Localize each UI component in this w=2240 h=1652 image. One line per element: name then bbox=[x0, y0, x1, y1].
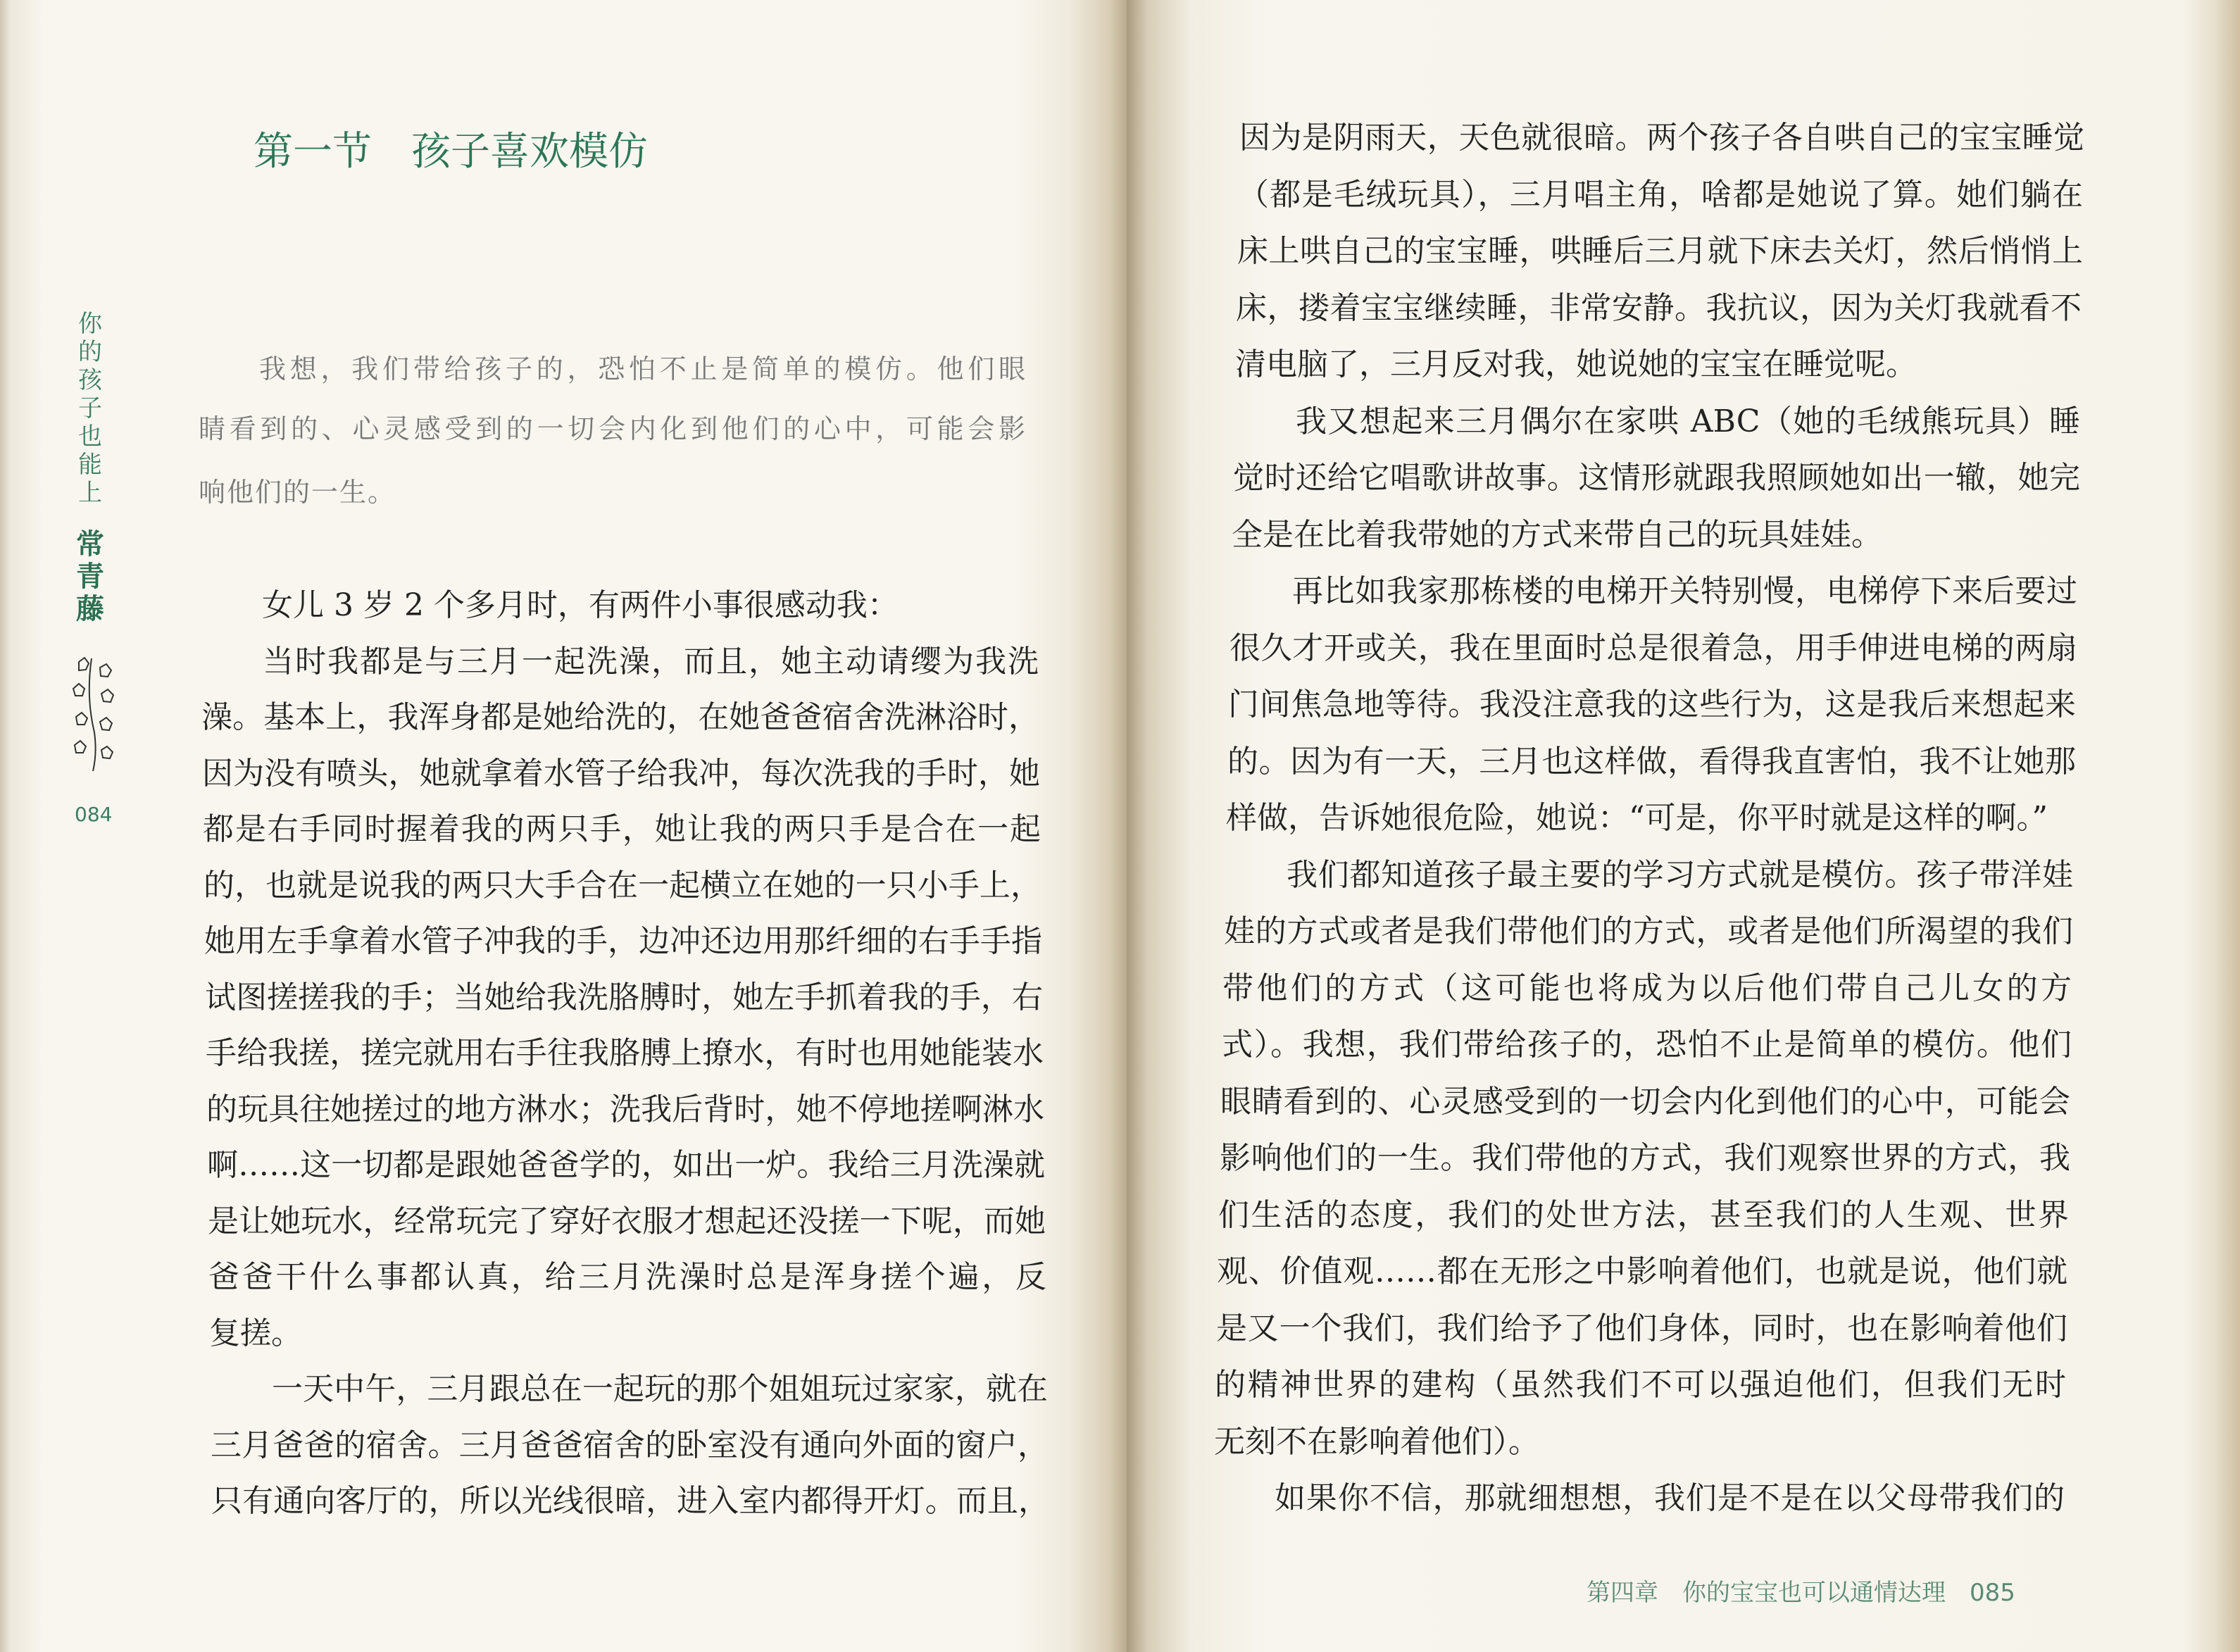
text-line: 很久才开或关，我在里面时总是很着急，用手伸进电梯的两扇 bbox=[1230, 630, 2077, 666]
text-line: 是让她玩水，经常玩完了穿好衣服才想起还没搓一下呢，而她 bbox=[208, 1203, 1046, 1239]
text-line: 试图搓搓我的手；当她给我洗胳膊时，她左手抓着我的手，右 bbox=[205, 980, 1043, 1015]
text-line: 的精神世界的建构（虽然我们不可以强迫他们，但我们无时 bbox=[1215, 1367, 2066, 1403]
text-line: 只有通向客厅的，所以光线很暗，进入室内都得开灯。而且， bbox=[211, 1483, 1049, 1519]
text-line: 眼睛看到的、心灵感受到的一切会内化到他们的心中，可能会 bbox=[1220, 1084, 2070, 1120]
text-line: 都是右手同时握着我的两只手，她让我的两只手是合在一起 bbox=[203, 811, 1041, 847]
text-line: 门间焦急地等待。我没注意我的这些行为，这是我后来想起来 bbox=[1228, 687, 2076, 722]
text-line: 手给我搓，搓完就用右手往我胳膊上撩水，有时也用她能装水 bbox=[206, 1035, 1044, 1071]
ivy-icon bbox=[65, 655, 121, 775]
text-line: 床，搂着宝宝继续睡，非常安静。我抗议，因为关灯我就看不 bbox=[1236, 290, 2082, 326]
running-footer: 第四章 你的宝宝也可以通情达理 085 bbox=[1587, 1579, 2015, 1607]
text-line: 是又一个我们，我们给予了他们身体，同时，也在影响着他们 bbox=[1216, 1310, 2067, 1346]
right-page bbox=[1127, 0, 2240, 1652]
text-line: 三月爸爸的宿舍。三月爸爸宿舍的卧室没有通向外面的窗户， bbox=[211, 1427, 1049, 1463]
text-line: 如果你不信，那就细想想，我们是不是在以父母带我们的 bbox=[1275, 1480, 2065, 1516]
text-line: 我们都知道孩子最主要的学习方式就是模仿。孩子带洋娃 bbox=[1287, 857, 2073, 893]
text-line: 因为是阴雨天，天色就很暗。两个孩子各自哄自己的宝宝睡觉 bbox=[1239, 120, 2084, 156]
section-title: 第一节 孩子喜欢模仿 bbox=[254, 129, 648, 175]
text-line: 女儿 3 岁 2 个多月时，有两件小事很感动我： bbox=[262, 587, 899, 623]
text-line: 的玩具往她搓过的地方淋水；洗我后背时，她不停地搓啊淋水 bbox=[206, 1091, 1044, 1127]
text-line: 啊……这一切都是跟她爸爸学的，如出一炉。我给三月洗澡就 bbox=[207, 1147, 1045, 1183]
text-line: 观、价值观……都在无形之中影响着他们，也就是说，他们就 bbox=[1217, 1253, 2067, 1289]
text-line: 一天中午，三月跟总在一起玩的那个姐姐玩过家家，就在 bbox=[272, 1371, 1048, 1407]
text-line: 们生活的态度，我们的处世方法，甚至我们的人生观、世界 bbox=[1218, 1197, 2069, 1233]
quote-line: 睛看到的、心灵感受到的一切会内化到他们的心中，可能会影 bbox=[199, 413, 1027, 444]
text-line: 的，也就是说我的两只大手合在一起横立在她的一只小手上， bbox=[204, 868, 1041, 903]
text-line: 当时我都是与三月一起洗澡，而且，她主动请缨为我洗 bbox=[263, 644, 1039, 680]
text-line: 因为没有喷头，她就拿着水管子给我冲，每次洗我的手时，她 bbox=[202, 756, 1040, 791]
text-line: 全是在比着我带她的方式来带自己的玩具娃娃。 bbox=[1232, 517, 1882, 553]
text-line: 样做，告诉她很危险，她说：“可是，你平时就是这样的啊。” bbox=[1226, 800, 2048, 836]
text-line: 的。因为有一天，三月也这样做，看得我直害怕，我不让她那 bbox=[1227, 744, 2076, 780]
text-line: 澡。基本上，我浑身都是她给洗的，在她爸爸宿舍洗淋浴时， bbox=[201, 699, 1039, 735]
text-line: 爸爸干什么事都认真，给三月洗澡时总是浑身搓个遍，反 bbox=[208, 1259, 1046, 1295]
quote-line: 响他们的一生。 bbox=[199, 477, 396, 508]
text-line: （都是毛绒玩具），三月唱主角，啥都是她说了算。她们躺在 bbox=[1238, 177, 2083, 213]
text-line: 再比如我家那栋楼的电梯开关特别慢，电梯停下来后要过 bbox=[1292, 573, 2077, 609]
text-line: 清电脑了，三月反对我，她说她的宝宝在睡觉呢。 bbox=[1235, 346, 1917, 382]
text-line: 床上哄自己的宝宝睡，哄睡后三月就下床去关灯，然后悄悄上 bbox=[1237, 233, 2083, 269]
text-line: 我又想起来三月偶尔在家哄 ABC（她的毛绒熊玩具）睡 bbox=[1296, 403, 2080, 439]
page-number: 084 bbox=[75, 803, 113, 826]
text-line: 觉时还给它唱歌讲故事。这情形就跟我照顾她如出一辙，她完 bbox=[1233, 460, 2080, 496]
text-line: 复搓。 bbox=[209, 1315, 302, 1351]
side-book-title-bold: 常 青 藤 bbox=[76, 528, 104, 625]
text-line: 影响他们的一生。我们带他的方式，我们观察世界的方式，我 bbox=[1220, 1140, 2070, 1176]
text-line: 无刻不在影响着他们）。 bbox=[1214, 1424, 1539, 1460]
side-book-title: 你 的 孩 子 也 能 上 bbox=[78, 310, 102, 507]
text-line: 娃的方式或者是我们带他们的方式，或者是他们所渴望的我们 bbox=[1224, 913, 2073, 949]
text-line: 带他们的方式（这可能也将成为以后他们带自己儿女的方 bbox=[1222, 970, 2072, 1006]
quote-line: 我想，我们带给孩子的，恐怕不止是简单的模仿。他们眼 bbox=[259, 353, 1027, 384]
text-line: 式）。我想，我们带给孩子的，恐怕不止是简单的模仿。他们 bbox=[1222, 1027, 2072, 1063]
text-line: 她用左手拿着水管子冲我的手，边冲还边用那纤细的右手手指 bbox=[204, 923, 1042, 959]
